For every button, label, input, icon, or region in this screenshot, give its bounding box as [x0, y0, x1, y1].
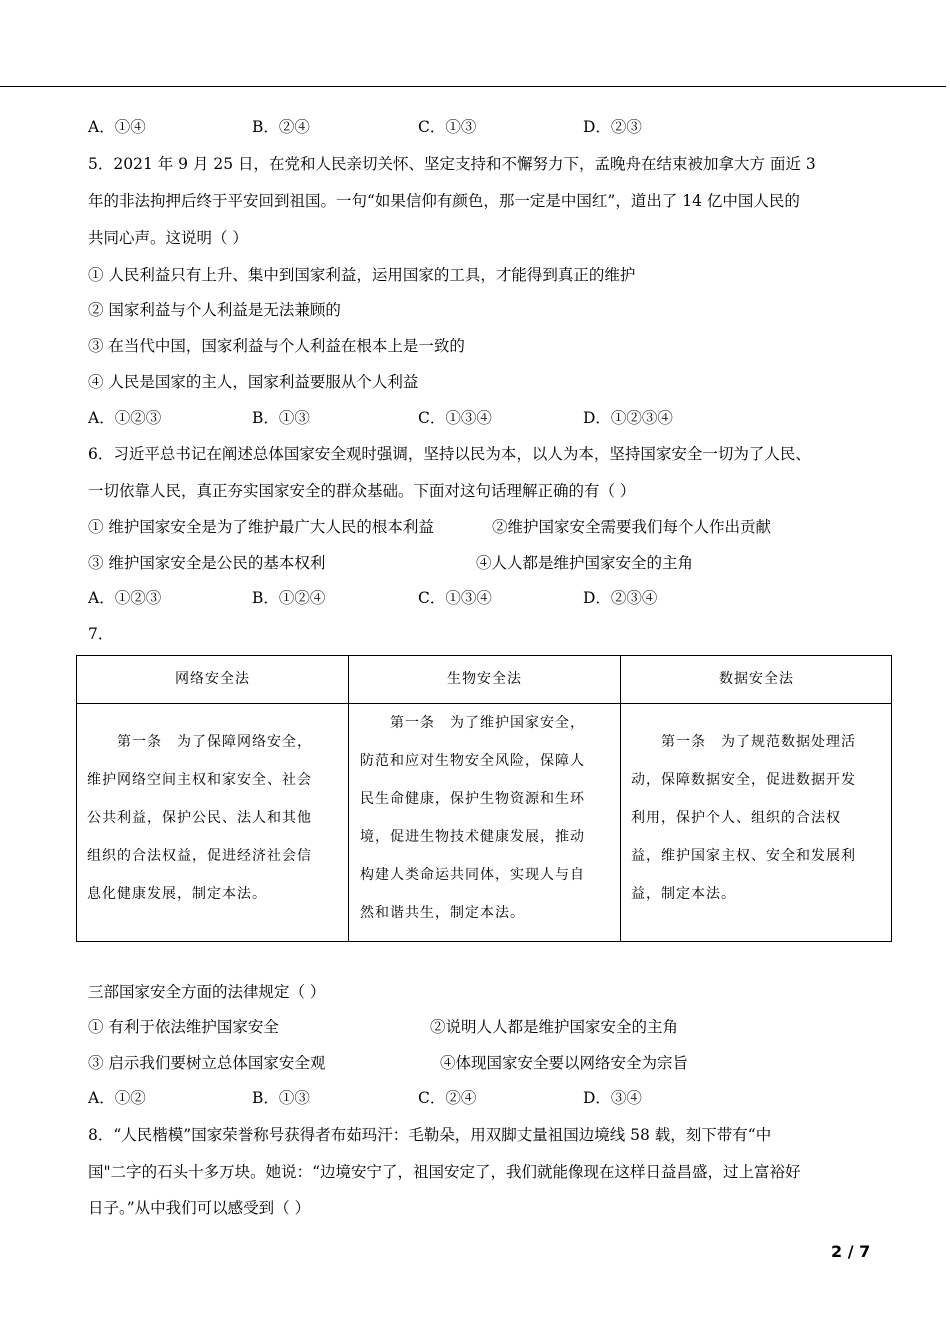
q7-item-2: ②说明人人都是维护国家安全的主角 — [430, 1018, 679, 1036]
q6-item-2: ②维护国家安全需要我们每个人作出贡献 — [492, 518, 772, 536]
cell-line: 息化健康发展，制定本法。 — [87, 886, 267, 902]
q4-option-c: C．①③ — [418, 118, 477, 136]
cell-line: 组织的合法权益，促进经济社会信 — [87, 848, 312, 864]
q5-stem-line2: 年的非法拘押后终于平安回到祖国。一句“如果信仰有颜色，那一定是中国红”，道出了 14 亿中国人民的 — [88, 192, 800, 210]
q5-option-a: A．①②③ — [88, 409, 162, 427]
table-header-biosecurity-law: 生物安全法 — [447, 671, 522, 687]
cell-line: 第一条 为了规范数据处理活 — [631, 734, 856, 750]
q8-stem-line1: 8．“人民楷模”国家荣誉称号获得者布茹玛汗：毛勒朵，用双脚丈量祖国边境线 58 载，刻下带有“中 — [88, 1126, 772, 1144]
q4-option-b: B．②④ — [252, 118, 310, 136]
table-header-data-security-law: 数据安全法 — [719, 671, 794, 687]
table-header-cybersecurity-law: 网络安全法 — [175, 671, 250, 687]
table-cell-biosecurity-law — [360, 704, 615, 932]
q7-item-3: ③ 启示我们要树立总体国家安全观 — [88, 1054, 326, 1072]
q6-stem-line1: 6．习近平总书记在阐述总体国家安全观时强调，坚持以民为本，以人为本，坚持国家安全一切为了人民、 — [88, 445, 811, 463]
q6-option-b: B．①②④ — [252, 589, 326, 607]
q7-item-4: ④体现国家安全要以网络安全为宗旨 — [440, 1054, 689, 1072]
q6-option-c: C．①③④ — [418, 589, 492, 607]
q7-option-d: D．③④ — [583, 1089, 642, 1107]
cell-line: 公共利益，保护公民、法人和其他 — [87, 810, 312, 826]
q7-label: 7． — [88, 625, 114, 643]
header-rule — [0, 86, 946, 87]
law-table — [76, 655, 892, 942]
q5-item-1: ① 人民利益只有上升、集中到国家利益，运用国家的工具，才能得到真正的维护 — [88, 266, 636, 284]
q8-stem-line2: 国"二字的石头十多万块。她说：“边境安宁了，祖国安定了，我们就能像现在这样日益昌盛，过上富裕好 — [88, 1163, 801, 1181]
q6-stem-line2: 一切依靠人民，真正夯实国家安全的群众基础。下面对这句话理解正确的有（ ） — [88, 482, 636, 500]
cell-line: 第一条 为了保障网络安全， — [87, 734, 312, 750]
table-cell-data-security-law — [631, 723, 886, 913]
q5-stem-line1: 5．2021 年 9 月 25 日，在党和人民亲切关怀、坚定支持和不懈努力下，孟晚舟在结束被加拿大方 面近 3 — [88, 155, 816, 173]
page-number: 2 / 7 — [831, 1242, 871, 1261]
q7-item-1: ① 有利于依法维护国家安全 — [88, 1018, 279, 1036]
q5-item-3: ③ 在当代中国，国家利益与个人利益在根本上是一致的 — [88, 337, 465, 355]
q7-option-b: B．①③ — [252, 1089, 310, 1107]
q6-item-4: ④人人都是维护国家安全的主角 — [476, 554, 694, 572]
cell-line: 构建人类命运共同体，实现人与自 — [360, 867, 585, 883]
cell-line: 第一条 为了维护国家安全， — [360, 715, 585, 731]
q7-option-c: C．②④ — [418, 1089, 477, 1107]
q7-option-a: A．①② — [88, 1089, 146, 1107]
cell-line: 益，维护国家主权、安全和发展利 — [631, 848, 856, 864]
q4-option-d: D．②③ — [583, 118, 642, 136]
cell-line: 防范和应对生物安全风险，保障人 — [360, 753, 585, 769]
cell-line: 然和谐共生，制定本法。 — [360, 905, 525, 921]
cell-line: 维护网络空间主权和家安全、社会 — [87, 772, 312, 788]
q6-item-1: ① 维护国家安全是为了维护最广大人民的根本利益 — [88, 518, 434, 536]
cell-line: 益，制定本法。 — [631, 886, 736, 902]
q5-option-c: C．①③④ — [418, 409, 492, 427]
q6-option-d: D．②③④ — [583, 589, 658, 607]
cell-line: 境，促进生物技术健康发展，推动 — [360, 829, 585, 845]
cell-line: 动，保障数据安全，促进数据开发 — [631, 772, 856, 788]
cell-line: 民生命健康，保护生物资源和生环 — [360, 791, 585, 807]
q5-stem-line3: 共同心声。这说明（ ） — [88, 229, 248, 247]
q6-item-3: ③ 维护国家安全是公民的基本权利 — [88, 554, 326, 572]
q5-option-d: D．①②③④ — [583, 409, 673, 427]
cell-line: 利用，保护个人、组织的合法权 — [631, 810, 841, 826]
q7-stem: 三部国家安全方面的法律规定（ ） — [88, 983, 326, 1001]
q8-stem-line3: 日子。”从中我们可以感受到（ ） — [88, 1199, 311, 1217]
q4-option-a: A．①④ — [88, 118, 146, 136]
q6-option-a: A．①②③ — [88, 589, 162, 607]
q5-item-4: ④ 人民是国家的主人，国家利益要服从个人利益 — [88, 373, 419, 391]
table-cell-cybersecurity-law — [87, 723, 342, 913]
q5-option-b: B．①③ — [252, 409, 310, 427]
q5-item-2: ② 国家利益与个人利益是无法兼顾的 — [88, 301, 341, 319]
